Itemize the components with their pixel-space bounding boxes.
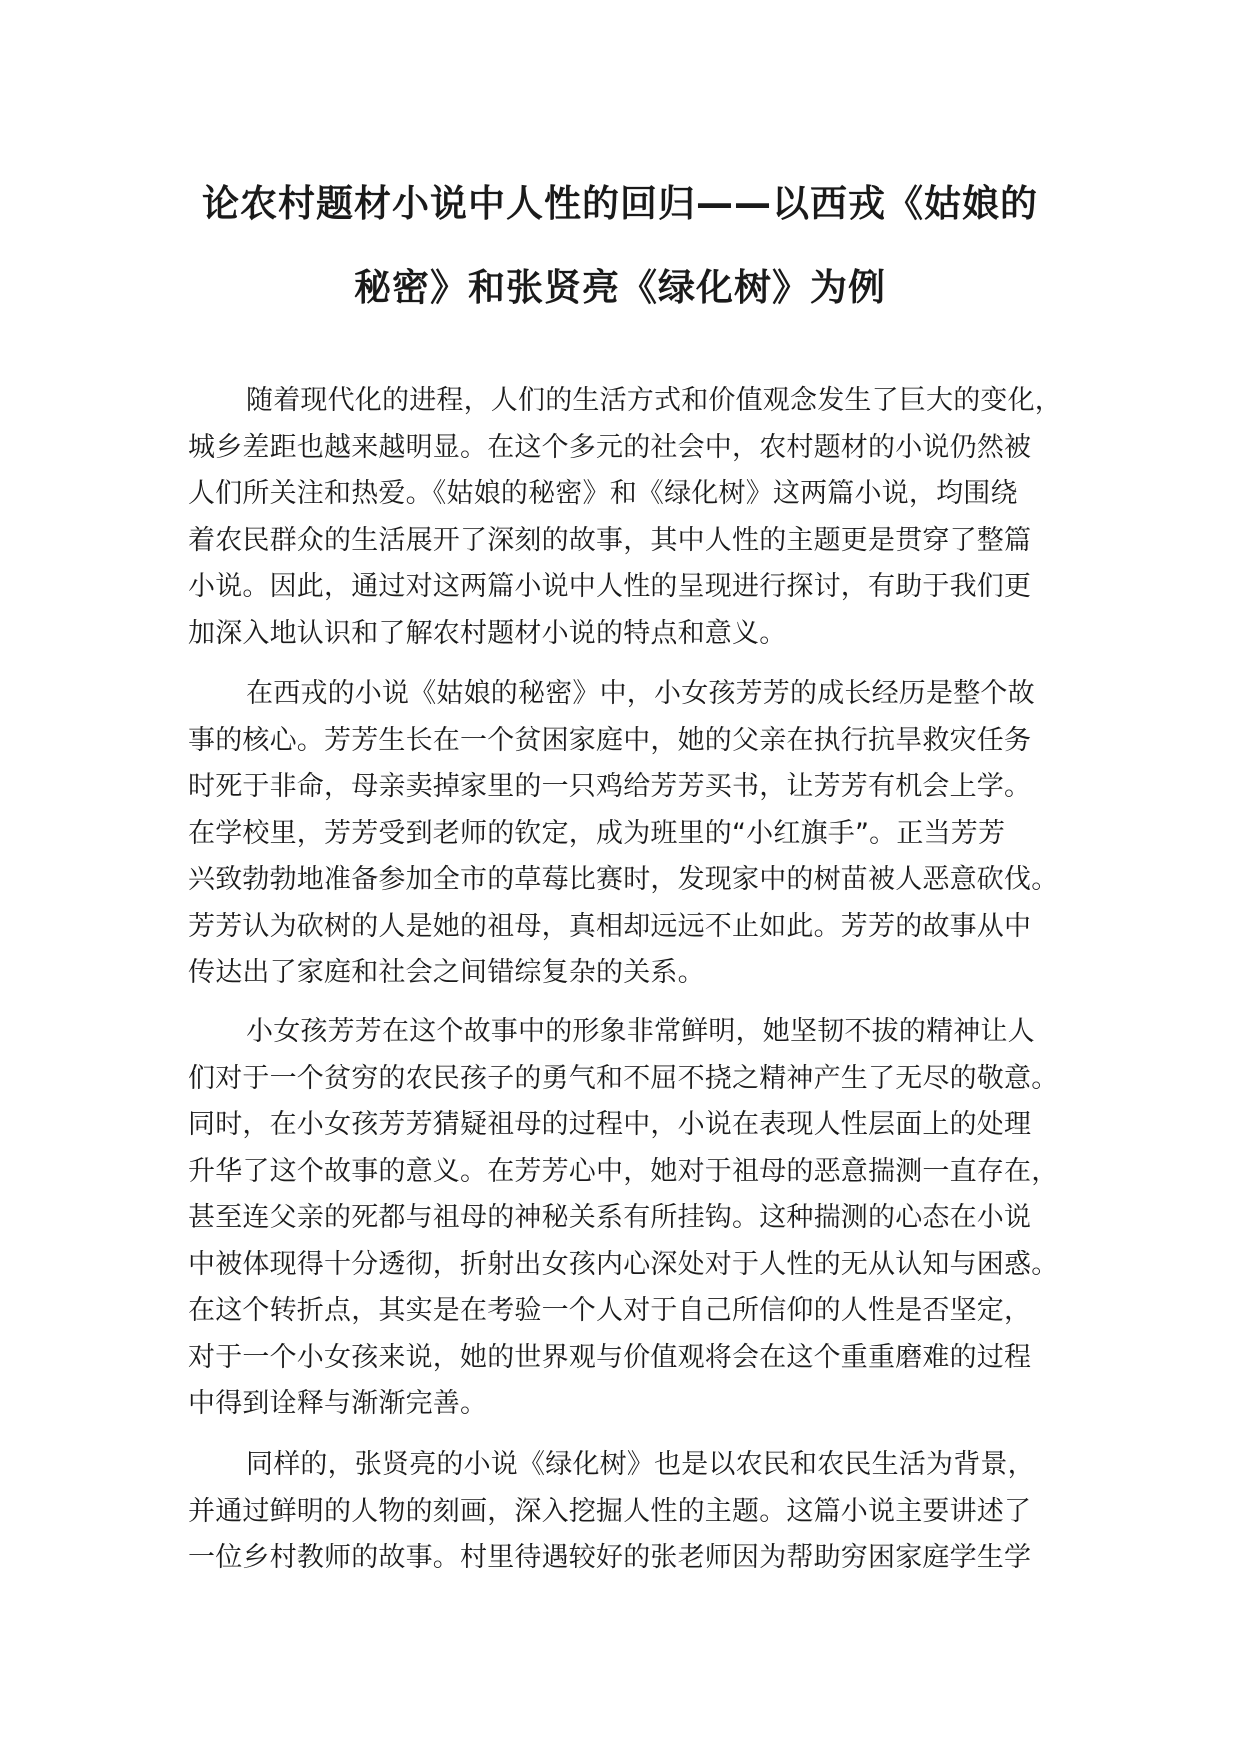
text-line: 在这个转折点，其实是在考验一个人对于自己所信仰的人性是否坚定， xyxy=(188,1295,1032,1326)
text-line: 芳芳认为砍树的人是她的祖母，真相却远远不止如此。芳芳的故事从中 xyxy=(188,910,1032,942)
text-line: 在学校里，芳芳受到老师的钦定，成为班里的“小红旗手”。正当芳芳 xyxy=(188,817,1006,849)
text-line: 事的核心。芳芳生长在一个贫困家庭中，她的父亲在执行抗旱救灾任务 xyxy=(188,724,1032,756)
text-line: 加深入地认识和了解农村题材小说的特点和意义。 xyxy=(188,617,787,649)
text-line: 甚至连父亲的死都与祖母的神秘关系有所挂钩。这种揣测的心态在小说 xyxy=(188,1202,1032,1233)
text-line: 升华了这个故事的意义。在芳芳心中，她对于祖母的恶意揣测一直存在， xyxy=(188,1155,1059,1187)
text-line: 并通过鲜明的人物的刻画，深入挖掘人性的主题。这篇小说主要讲述了 xyxy=(188,1495,1032,1527)
text-line: 同样的，张贤亮的小说《绿化树》也是以农民和农民生活为背景， xyxy=(246,1449,1035,1480)
paragraph-4 xyxy=(188,1446,1088,1586)
paragraph-1 xyxy=(188,382,1088,661)
text-line: 一位乡村教师的故事。村里待遇较好的张老师因为帮助穷困家庭学生学 xyxy=(188,1542,1032,1573)
text-line: 小女孩芳芳在这个故事中的形象非常鲜明，她坚韧不拔的精神让人 xyxy=(246,1016,1035,1047)
text-line: 们对于一个贫穷的农民孩子的勇气和不屈不挠之精神产生了无尽的敬意。 xyxy=(188,1062,1059,1094)
text-line: 时死于非命，母亲卖掉家里的一只鸡给芳芳买书，让芳芳有机会上学。 xyxy=(188,771,1032,802)
text-line: 传达出了家庭和社会之间错综复杂的关系。 xyxy=(188,957,705,988)
text-line: 在西戎的小说《姑娘的秘密》中，小女孩芳芳的成长经历是整个故 xyxy=(246,678,1035,709)
text-line: 兴致勃勃地准备参加全市的草莓比赛时，发现家中的树苗被人恶意砍伐。 xyxy=(188,864,1059,895)
text-line: 着农民群众的生活展开了深刻的故事，其中人性的主题更是贯穿了整篇 xyxy=(188,524,1032,556)
title-line-1: 论农村题材小说中人性的回归——以西戎《姑娘的 xyxy=(202,182,1038,225)
paragraph-2 xyxy=(188,675,1088,1001)
paragraph-3 xyxy=(188,1013,1088,1432)
text-line: 中被体现得十分透彻，折射出女孩内心深处对于人性的无从认知与困惑。 xyxy=(188,1248,1059,1280)
text-line: 对于一个小女孩来说，她的世界观与价值观将会在这个重重磨难的过程 xyxy=(188,1341,1032,1373)
text-line: 中得到诠释与渐渐完善。 xyxy=(188,1388,488,1419)
text-line: 小说。因此，通过对这两篇小说中人性的呈现进行探讨，有助于我们更 xyxy=(188,571,1032,602)
text-line: 随着现代化的进程，人们的生活方式和价值观念发生了巨大的变化， xyxy=(246,385,1062,416)
title-line-2: 秘密》和张贤亮《绿化树》为例 xyxy=(354,266,886,309)
text-line: 城乡差距也越来越明显。在这个多元的社会中，农村题材的小说仍然被 xyxy=(188,431,1032,463)
text-line: 人们所关注和热爱。《姑娘的秘密》和《绿化树》这两篇小说，均围绕 xyxy=(188,478,1018,509)
text-line: 同时，在小女孩芳芳猜疑祖母的过程中，小说在表现人性层面上的处理 xyxy=(188,1109,1032,1140)
